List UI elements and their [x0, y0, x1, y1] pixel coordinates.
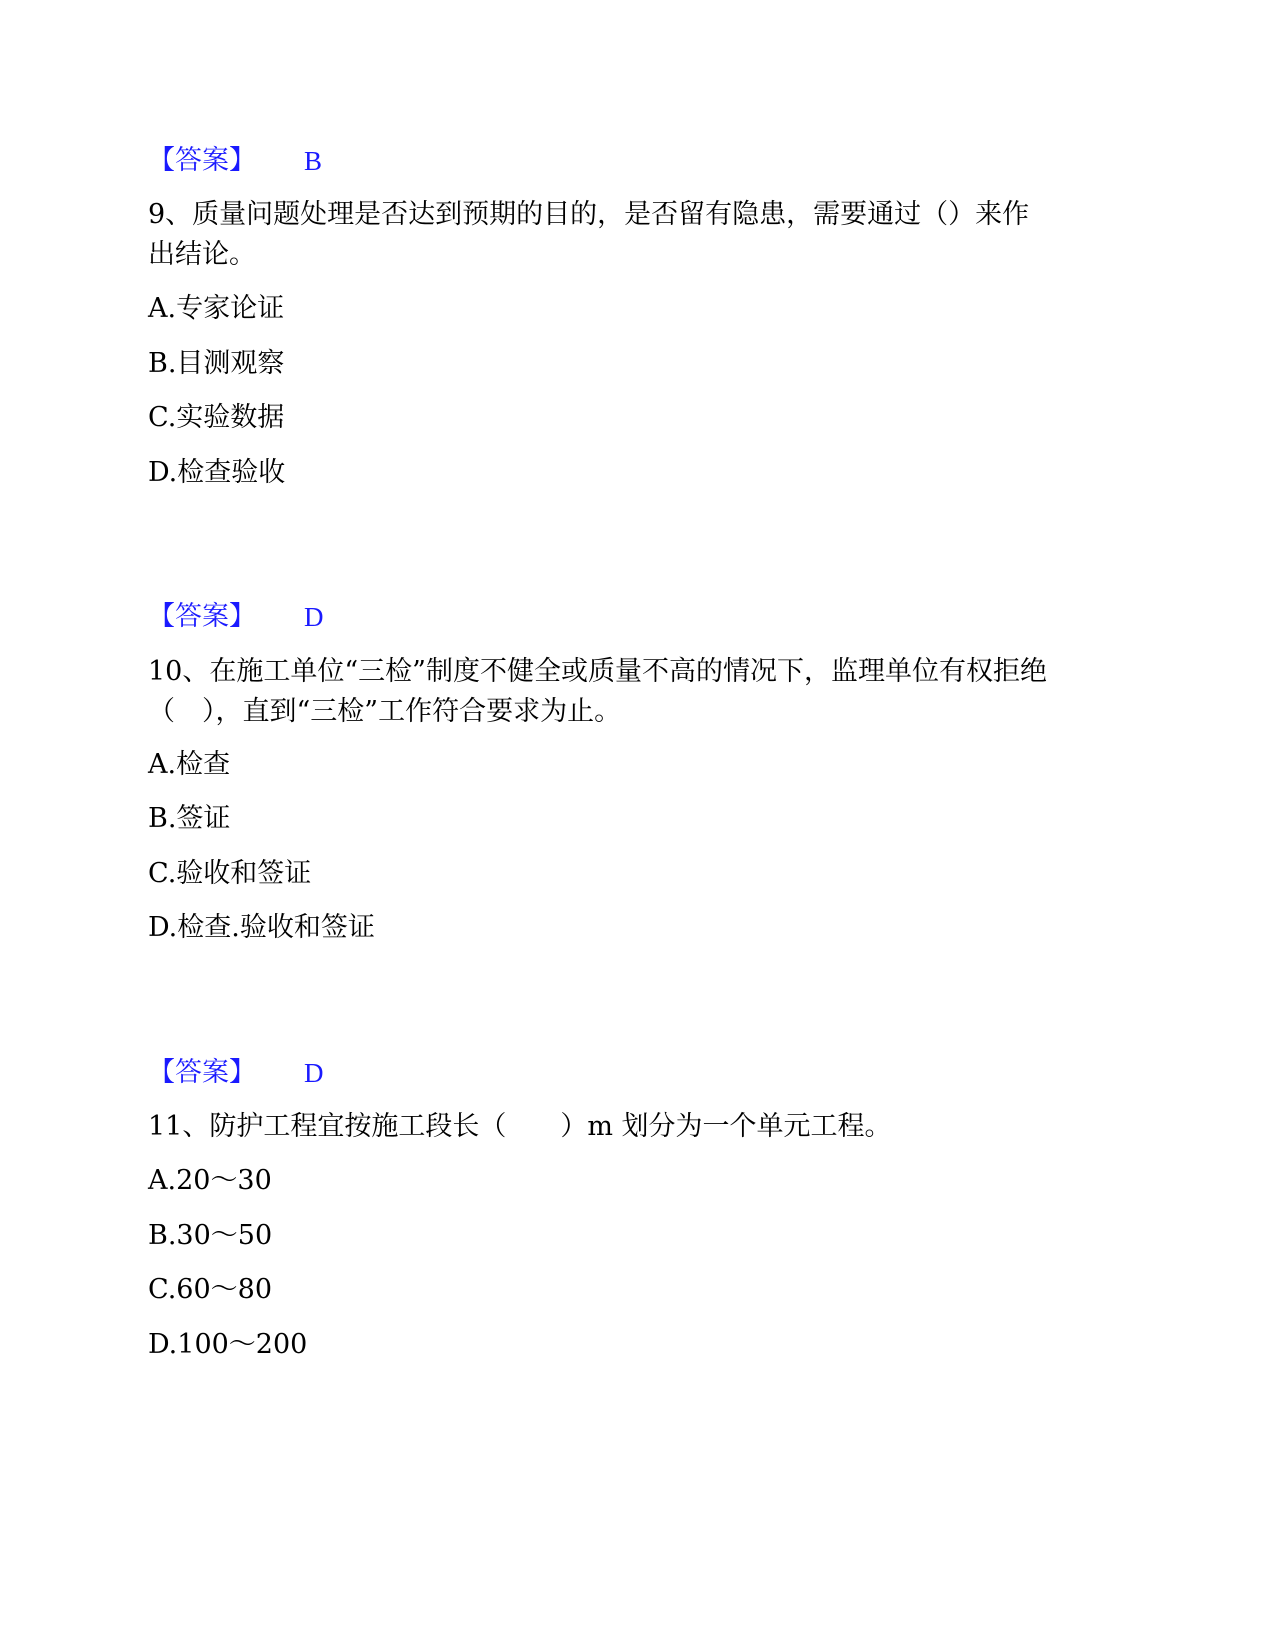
- option-a: A.专家论证: [148, 293, 285, 324]
- answer-row-3: [148, 1057, 324, 1089]
- option-d: D.检查.验收和签证: [148, 912, 375, 943]
- option-a: A.20～30: [148, 1165, 272, 1196]
- option-c: C.验收和签证: [148, 858, 312, 889]
- answer-value: B: [304, 146, 323, 176]
- question-stem-line: （ ），直到“三检”工作符合要求为止。: [148, 696, 622, 727]
- answer-tag: 【答案】: [148, 601, 256, 632]
- option-a: A.检查: [148, 749, 231, 780]
- question-stem-line: 9、质量问题处理是否达到预期的目的，是否留有隐患，需要通过（）来作: [148, 199, 1030, 230]
- question-stem-line: 10、在施工单位“三检”制度不健全或质量不高的情况下，监理单位有权拒绝: [148, 656, 1047, 687]
- answer-row-2: [148, 601, 324, 633]
- answer-value: D: [304, 1058, 324, 1088]
- option-d: D.100～200: [148, 1329, 308, 1360]
- option-c: C.60～80: [148, 1274, 272, 1305]
- option-b: B.签证: [148, 803, 231, 834]
- option-c: C.实验数据: [148, 402, 285, 433]
- question-stem-line: 出结论。: [148, 239, 256, 270]
- question-stem-line: 11、防护工程宜按施工段长（ ）m 划分为一个单元工程。: [148, 1111, 892, 1142]
- answer-value: D: [304, 602, 324, 632]
- answer-tag: 【答案】: [148, 145, 256, 176]
- answer-tag: 【答案】: [148, 1057, 256, 1088]
- option-b: B.目测观察: [148, 348, 285, 379]
- answer-row-1: [148, 145, 323, 177]
- option-b: B.30～50: [148, 1220, 273, 1251]
- option-d: D.检查验收: [148, 457, 286, 488]
